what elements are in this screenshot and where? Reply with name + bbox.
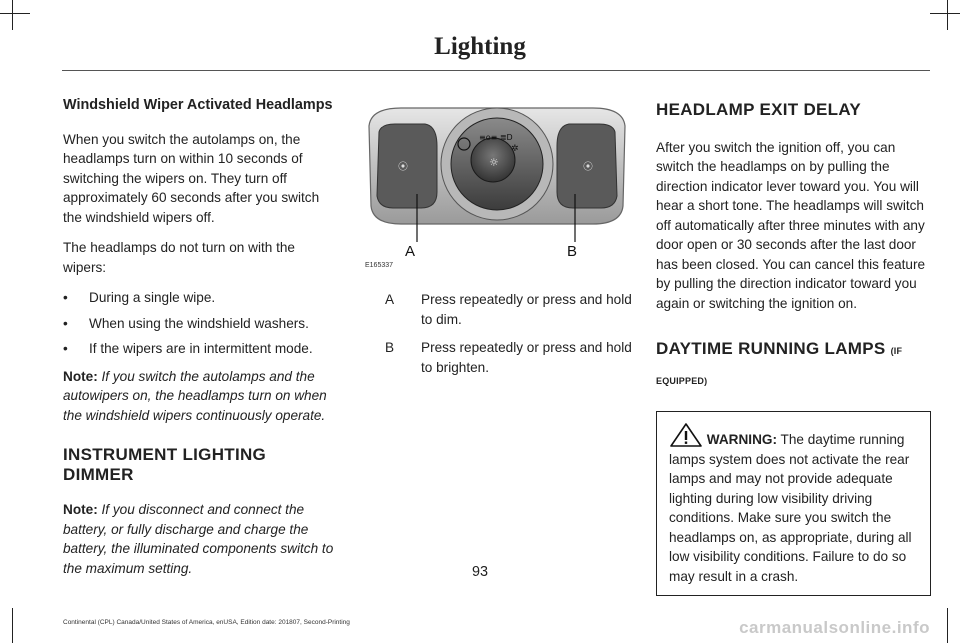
wiper-exceptions-list bbox=[63, 288, 338, 359]
crop-mark-top-right-h bbox=[930, 13, 960, 14]
callout-key: B bbox=[385, 340, 395, 355]
warning-label: WARNING: bbox=[706, 432, 778, 447]
headlamp-switch-drawing bbox=[361, 96, 633, 271]
figure-label-b: B bbox=[567, 243, 578, 260]
crop-mark-bottom-right bbox=[947, 608, 948, 643]
exit-delay-paragraph: After you switch the ignition off, you can switch the headlamps on by pulling the direction indicator lever toward you. You will hear a short tone. The headlamps will switch off automatically after three minutes with any door open or 30 seconds after the last door has been closed. You can cancel this feature by pulling the direction indicator toward you again or switching the ignition on. bbox=[656, 139, 926, 311]
callout-text: Press repeatedly or press and hold to brighten. bbox=[421, 340, 632, 375]
svg-text:≡o≡ ≣D: ≡o≡ ≣D bbox=[479, 133, 513, 142]
edition-footer: Continental (CPL) Canada/United States of America, enUSA, Edition date: 201807, Second-Printing bbox=[63, 619, 350, 626]
crop-mark-bottom-left bbox=[12, 608, 13, 643]
svg-text:☼: ☼ bbox=[489, 156, 499, 169]
headlamp-switch-illustration bbox=[361, 96, 633, 271]
callout-row bbox=[383, 290, 633, 329]
warning-text: The daytime running lamps system does not activate the rear lamps and may not provide adequate lighting during low visibility driving conditions. Make sure you switch the headlamps on, as appropriate, during all low visibility conditions. Failure to do so may result in a crash. bbox=[669, 432, 912, 584]
page-header-title: Lighting bbox=[434, 33, 526, 60]
page-number: 93 bbox=[471, 564, 488, 580]
callout-key: A bbox=[385, 292, 395, 307]
note-text: If you switch the autolamps and the autowipers on, the headlamps turn on when the windshield wipers continuously operate. bbox=[63, 368, 327, 423]
exit-delay-heading: HEADLAMP EXIT DELAY bbox=[656, 100, 862, 119]
left-column bbox=[63, 96, 338, 589]
drl-heading bbox=[656, 335, 931, 395]
svg-text:⦿: ⦿ bbox=[583, 162, 593, 173]
crop-mark-top-left-h bbox=[0, 13, 30, 14]
header-divider bbox=[62, 70, 930, 71]
watermark: carmanualsonline.info bbox=[739, 618, 930, 637]
warning-triangle-icon bbox=[669, 432, 707, 447]
svg-text:⦿: ⦿ bbox=[398, 162, 408, 173]
wiper-paragraph-2: The headlamps do not turn on with the wipers: bbox=[63, 240, 295, 275]
list-item: • If the wipers are in intermittent mode. bbox=[63, 339, 338, 359]
wiper-headlamps-heading: Windshield Wiper Activated Headlamps bbox=[63, 97, 333, 113]
right-column bbox=[656, 96, 931, 596]
crop-mark-top-right bbox=[947, 0, 948, 30]
callout-text: Press repeatedly or press and hold to dim. bbox=[421, 292, 632, 327]
instrument-dimmer-heading: INSTRUMENT LIGHTING DIMMER bbox=[63, 445, 267, 484]
drl-heading-suffix: (IF EQUIPPED) bbox=[656, 346, 903, 386]
note-text: If you disconnect and connect the battery, or fully discharge and charge the battery, the illuminated components switch to the maximum setting. bbox=[63, 502, 334, 576]
note-label: Note: bbox=[63, 502, 98, 517]
figure-label-a: A bbox=[405, 243, 416, 260]
list-item: • When using the windshield washers. bbox=[63, 314, 338, 334]
list-item: • During a single wipe. bbox=[63, 288, 338, 308]
figure-code: E165337 bbox=[365, 262, 394, 269]
crop-mark-top-left bbox=[12, 0, 13, 30]
callout-row bbox=[383, 338, 633, 377]
svg-text:✲: ✲ bbox=[511, 144, 519, 154]
callout-table bbox=[383, 290, 633, 386]
autowipers-note bbox=[63, 367, 338, 426]
drl-heading-text: DAYTIME RUNNING LAMPS bbox=[656, 339, 886, 358]
note-label: Note: bbox=[63, 368, 98, 384]
wiper-paragraph-1: When you switch the autolamps on, the headlamps turn on within 10 seconds of switching the wipers on. They turn off approximately 60 seconds after you switch the windshield wipers off. bbox=[63, 131, 320, 225]
